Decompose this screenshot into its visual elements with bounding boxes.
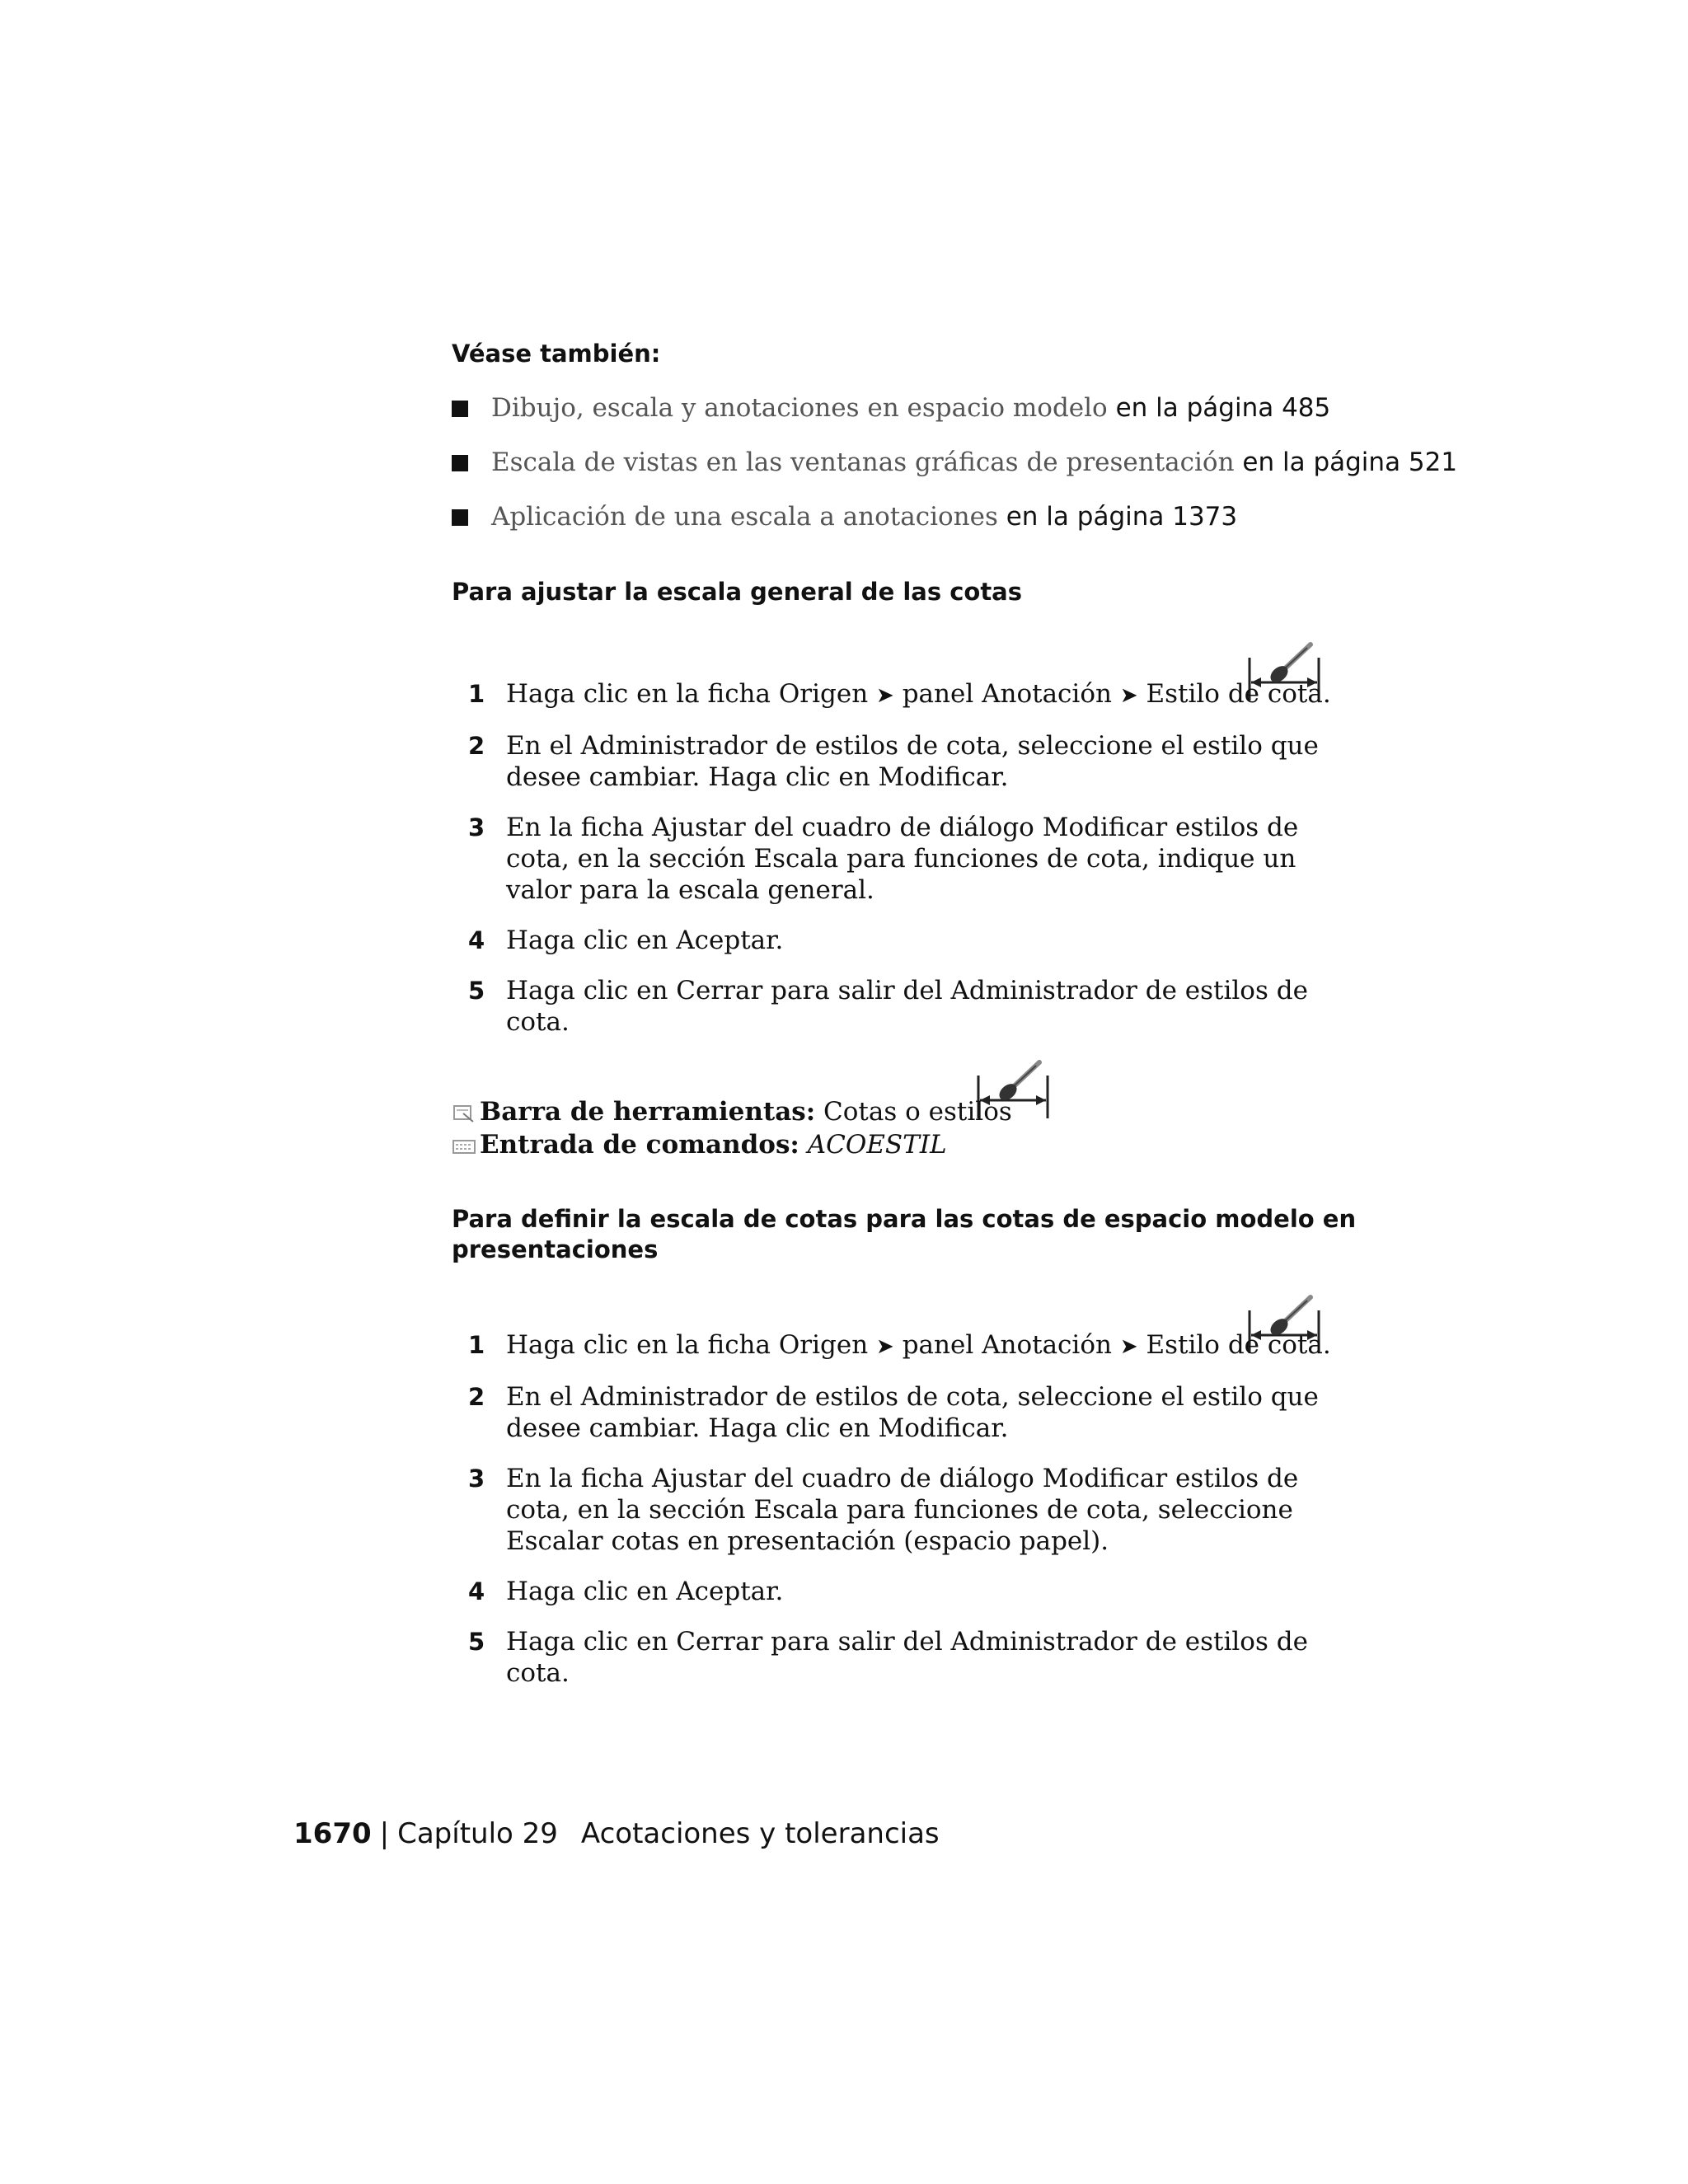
step-text: En la ficha Ajustar del cuadro de diálogo Modificar estilos de cota, en la sección Escala para funciones de cota, seleccione Escalar cotas en presentación (espacio papel). xyxy=(506,1464,1299,1556)
toolbar-icon xyxy=(452,1104,476,1123)
step-item xyxy=(452,975,1367,1038)
see-also-link[interactable]: Dibujo, escala y anotaciones en espacio modelo en la página 485 xyxy=(491,393,1331,423)
step-text: En la ficha Ajustar del cuadro de diálogo Modificar estilos de cota, en la sección Escala para funciones de cota, indique un valor para la escala general. xyxy=(506,813,1299,905)
procedure-steps xyxy=(452,678,1367,1057)
see-also-list xyxy=(452,391,1458,555)
toolbar-access xyxy=(452,1096,1012,1127)
footer-separator: | xyxy=(379,1817,390,1850)
see-also-item xyxy=(452,446,1458,500)
step-text: Haga clic en Cerrar para salir del Administrador de estilos de cota. xyxy=(506,976,1308,1037)
see-also-item xyxy=(452,391,1358,446)
step-text: Haga clic en Cerrar para salir del Administrador de estilos de cota. xyxy=(506,1627,1308,1688)
step-number: 4 xyxy=(468,926,485,954)
chapter-label: Capítulo 29 xyxy=(397,1817,558,1850)
step-item: 1 Haga clic en la ficha Origen ➤ panel Anotación ➤ Estilo de cota. xyxy=(468,1330,1331,1360)
see-also-link[interactable]: Escala de vistas en las ventanas gráficas de presentación en la página 521 xyxy=(491,448,1458,477)
step-number: 5 xyxy=(468,1628,485,1656)
step-number: 2 xyxy=(468,732,485,760)
command-value: ACOESTIL xyxy=(807,1130,947,1160)
step-number: 2 xyxy=(468,1383,485,1411)
chapter-title: Acotaciones y tolerancias xyxy=(580,1817,940,1850)
step-number: 5 xyxy=(468,977,485,1005)
step-number: 4 xyxy=(468,1577,485,1605)
command-access xyxy=(452,1129,947,1160)
page-reference: en la página 485 xyxy=(1115,393,1331,423)
see-also-item xyxy=(452,500,1358,555)
page-number: 1670 xyxy=(293,1817,372,1850)
step-number: 3 xyxy=(468,1465,485,1493)
step-item xyxy=(452,1463,1367,1557)
see-also-heading: Véase también: xyxy=(452,340,661,368)
step-item xyxy=(452,730,1367,793)
step-item: 1 Haga clic en la ficha Origen ➤ panel Anotación ➤ Estilo de cota. xyxy=(468,679,1331,709)
step-text: Haga clic en Aceptar. xyxy=(506,1577,784,1606)
toolbar-value: Cotas o estilos xyxy=(823,1097,1012,1127)
square-bullet-icon xyxy=(452,401,468,417)
page-footer xyxy=(293,1817,940,1850)
procedure-title: Para ajustar la escala general de las cotas xyxy=(452,578,1023,606)
arrow-icon: ➤ xyxy=(1119,1334,1138,1359)
command-line-icon xyxy=(452,1137,476,1156)
procedure-title: Para definir la escala de cotas para las cotas de espacio modelo en presentaciones xyxy=(452,1205,1357,1263)
step-number: 1 xyxy=(468,1331,485,1359)
arrow-icon: ➤ xyxy=(1119,683,1138,708)
step-item xyxy=(452,1626,1367,1689)
page-reference: en la página 521 xyxy=(1242,448,1458,477)
step-number: 3 xyxy=(468,813,485,841)
command-label: Entrada de comandos: xyxy=(480,1130,799,1160)
step-item xyxy=(452,1381,1367,1444)
step-item xyxy=(452,1576,1367,1607)
toolbar-label: Barra de herramientas: xyxy=(480,1097,816,1127)
square-bullet-icon xyxy=(452,509,468,526)
step-text: En el Administrador de estilos de cota, seleccione el estilo que desee cambiar. Haga clic en Modificar. xyxy=(506,731,1319,792)
step-text: Haga clic en Aceptar. xyxy=(506,926,784,955)
page-reference: en la página 1373 xyxy=(1006,502,1238,532)
step-item xyxy=(452,812,1367,906)
arrow-icon: ➤ xyxy=(876,683,894,708)
step-item xyxy=(452,925,1367,956)
procedure-steps xyxy=(452,1329,1367,1708)
arrow-icon: ➤ xyxy=(876,1334,894,1359)
see-also-link[interactable]: Aplicación de una escala a anotaciones en la página 1373 xyxy=(491,502,1238,532)
step-number: 1 xyxy=(468,680,485,708)
step-text: En el Administrador de estilos de cota, seleccione el estilo que desee cambiar. Haga clic en Modificar. xyxy=(506,1382,1319,1443)
square-bullet-icon xyxy=(452,455,468,471)
